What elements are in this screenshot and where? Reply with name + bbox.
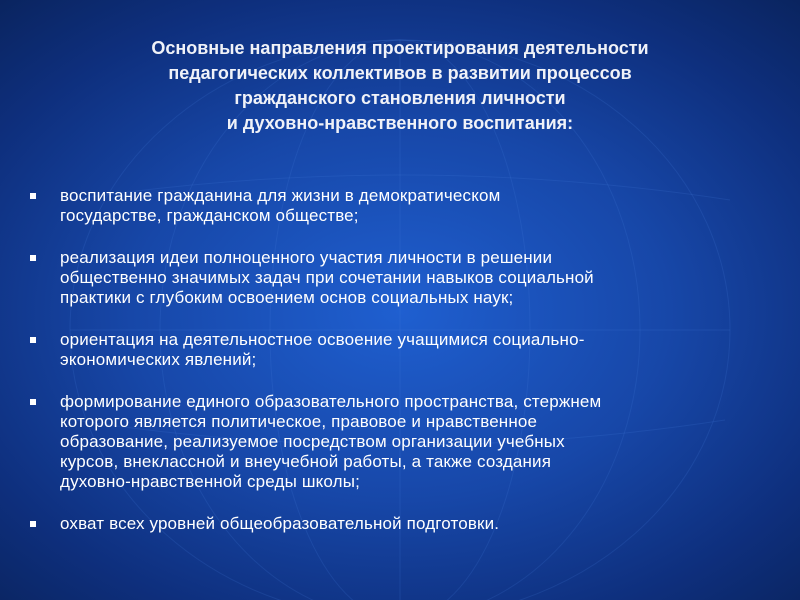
bullet-text-line: общественно значимых задач при сочетании навыков социальной — [60, 268, 594, 287]
bullet-item — [24, 330, 764, 370]
bullet-text-line: формирование единого образовательного пространства, стержнем — [60, 392, 602, 411]
bullet-item — [24, 392, 764, 492]
bullet-text-line: практики с глубоким освоением основ социальных наук; — [60, 288, 514, 307]
bullet-text-line: воспитание гражданина для жизни в демократическом — [60, 186, 501, 205]
slide-title-line: гражданского становления личности — [234, 88, 566, 108]
slide-title-line: и духовно-нравственного воспитания: — [226, 113, 574, 133]
square-bullet-icon — [30, 255, 36, 261]
bullet-text-line: образование, реализуемое посредством организации учебных — [60, 432, 565, 451]
bullet-item — [24, 186, 764, 226]
bullet-text-line: государстве, гражданском обществе; — [60, 206, 359, 225]
bullet-text-line: охват всех уровней общеобразовательной подготовки. — [60, 514, 500, 533]
bullet-text-line: ориентация на деятельностное освоение учащимися социально- — [60, 330, 585, 349]
bullet-text-line: курсов, внеклассной и внеучебной работы, а также создания — [60, 452, 552, 471]
square-bullet-icon — [30, 399, 36, 405]
slide-title — [40, 36, 760, 136]
square-bullet-icon — [30, 521, 36, 527]
bullet-text-line: реализация идеи полноценного участия личности в решении — [60, 248, 553, 267]
bullet-item — [24, 514, 764, 534]
bullet-item — [24, 248, 764, 308]
bullet-text-line: экономических явлений; — [60, 350, 257, 369]
bullet-list — [24, 186, 764, 556]
slide-title-line: педагогических коллективов в развитии процессов — [168, 63, 632, 83]
bullet-text-line: которого является политическое, правовое и нравственное — [60, 412, 538, 431]
slide-title-line: Основные направления проектирования деятельности — [151, 38, 649, 58]
bullet-text-line: духовно-нравственной среды школы; — [60, 472, 360, 491]
square-bullet-icon — [30, 193, 36, 199]
square-bullet-icon — [30, 337, 36, 343]
